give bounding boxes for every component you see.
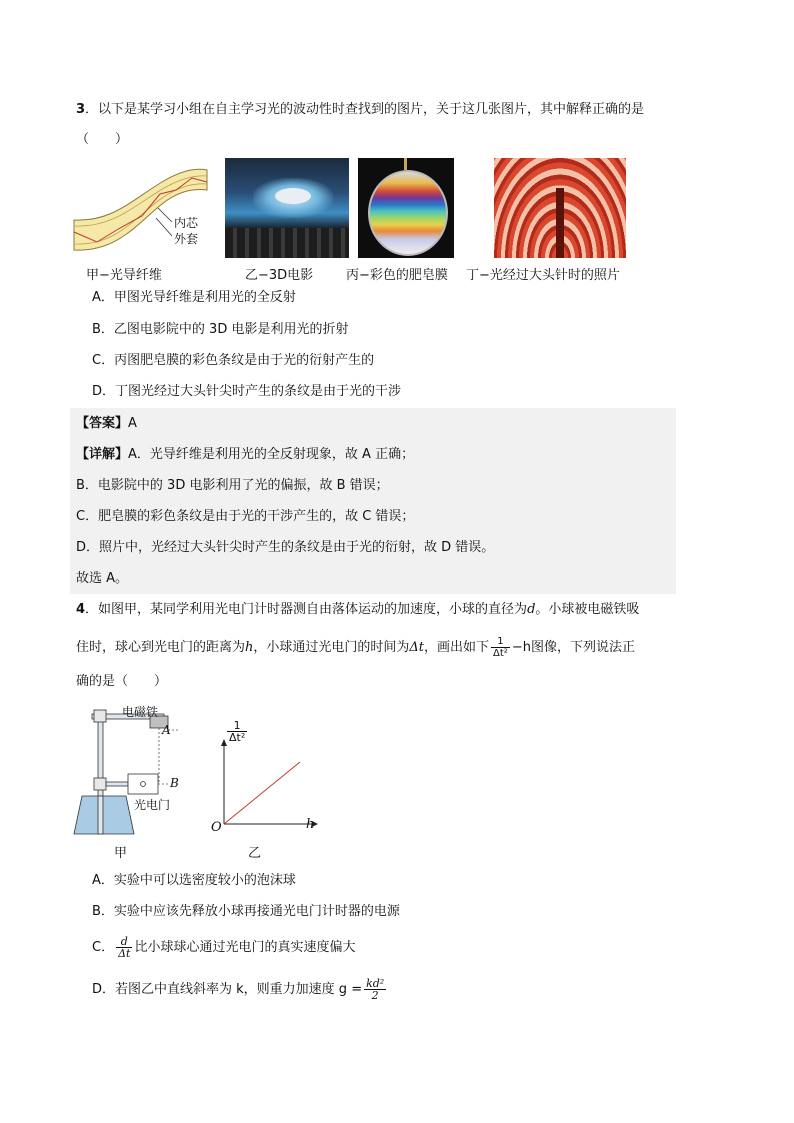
q3-stem: 3．以下是某学习小组在自主学习光的波动性时查找到的图片，关于这几张图片，其中解释正确的是 [76,102,645,117]
q3-detail-line-1: 【详解】A．光导纤维是利用光的全反射现象，故 A 正确； [76,447,415,462]
fiber-clad-label: 外套 [174,232,199,246]
q3-conclusion: 故选 A。 [76,571,129,586]
q4-inline-fraction: $\frac{1}{\text{Δt²}}$ [493,636,508,659]
q3-number: 3 [76,102,86,117]
caption-jia: 甲−光导纤维 [86,268,162,283]
q3-detail-line-4: D．照片中，光经过大头针尖时产生的条纹是由于光的衍射，故 D 错误。 [76,540,495,555]
gate-label: 光电门 [134,798,171,812]
fiber-core-label: 内芯 [174,216,199,230]
q3-answer-block [70,408,676,594]
figure-yi-label: 乙 [248,846,262,861]
q4-option-b: B．实验中应该先释放小球再接通光电门计时器的电源 [92,904,400,919]
caption-ding: 丁−光经过大头针时的照片 [466,268,620,283]
point-b-label: B [170,776,179,790]
q4-line-2: 住时，球心到光电门的距离为h，小球通过光电门的时间为Δt，画出如下 $\frac{1}{\text{Δt²}}$ −h图像，下列说法正 [76,636,635,659]
soap-film-photo [358,158,454,258]
q3-bracket: （ ） [76,132,129,147]
optc-fraction: $\frac{d}{\Delta t}$ [118,935,131,960]
q4-option-a: A．实验中可以选密度较小的泡沫球 [92,873,296,888]
cinema-photo [225,158,349,258]
graph-y-label: $\frac{1}{\text{Δt²}}$ [229,719,246,744]
q3-option-a: A．甲图光导纤维是利用光的全反射 [92,290,296,305]
optd-fraction: $\frac{\text{kd²}}{2}$ [366,977,385,1002]
magnet-label: 电磁铁 [122,705,159,719]
q3-option-b: B．乙图电影院中的 3D 电影是利用光的折射 [92,322,349,337]
pin-diffraction-photo [494,158,626,258]
q3-answer: 【答案】A [76,416,137,431]
q4-option-c: C． $\frac{d}{\Delta t}$ 比小球球心通过光电门的真实速度偏大 [92,935,356,960]
apparatus-figure [70,700,190,840]
q3-option-c: C．丙图肥皂膜的彩色条纹是由于光的衍射产生的 [92,353,375,368]
q4-line-3: 确的是（ ） [76,674,168,689]
q3-detail-line-2: B．电影院中的 3D 电影利用了光的偏振，故 B 错误； [76,478,389,493]
caption-yi: 乙−3D电影 [245,268,314,283]
graph-h-axis-label: h [306,817,315,832]
graph-origin: O [211,820,222,835]
q3-option-d: D．丁图光经过大头针尖时产生的条纹是由于光的干涉 [92,384,402,399]
q4-line-1: 4．如图甲，某同学利用光电门计时器测自由落体运动的加速度，小球的直径为d。小球被电磁铁吸 [76,602,640,617]
q3-detail-line-3: C．肥皂膜的彩色条纹是由于光的干涉产生的，故 C 错误； [76,509,415,524]
point-a-label: A [162,723,171,737]
q4-option-d: D．若图乙中直线斜率为 k，则重力加速度 g = $\frac{\text{kd²}}{2}$ [92,977,385,1002]
figure-jia-label: 甲 [114,846,128,861]
caption-bing: 丙−彩色的肥皂膜 [346,268,448,283]
